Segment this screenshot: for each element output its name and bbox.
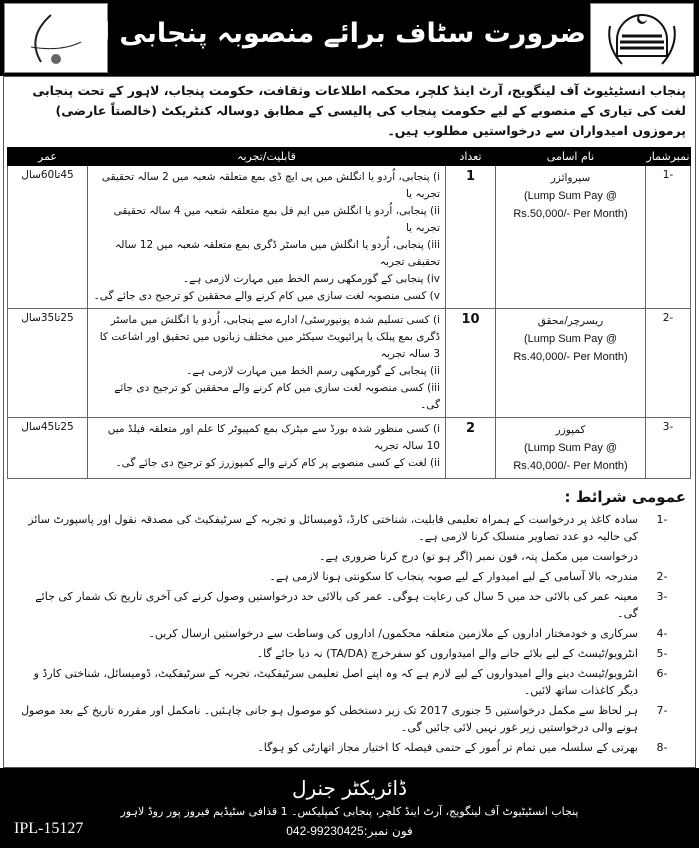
condition-item	[13, 548, 686, 565]
age-range: 25تا45سال	[8, 418, 88, 479]
government-punjab-seal	[590, 3, 694, 73]
condition-number: 6-	[656, 667, 668, 680]
post-cell	[496, 166, 646, 309]
signatory: ڈائریکٹر جنرل	[291, 776, 408, 800]
condition-item	[13, 739, 686, 756]
condition-text: مندرجہ بالا آسامی کے لیے امیدوار کے لیے صوبہ پنجاب کا سکونتی ہونا لازمی ہے۔	[269, 570, 638, 583]
post-name: سپروائزر	[550, 172, 591, 184]
condition-text: انٹرویو/ٹیسٹ دینے والے امیدواروں کے لیے لازم ہے کہ وہ اپنے اصل تعلیمی سرٹیفکیٹ، تجربہ کے سرٹیفکیٹ، ڈومیسائل، شناختی کارڈ و دیگر کاغذات ساتھ لائیں۔	[33, 667, 638, 697]
condition-number: 7-	[656, 704, 668, 717]
condition-text: معینہ عمر کی بالائی حد میں 5 سال کی رعایت ہوگی۔ عمر کی بالائی حد درخواستیں وصول کرنے کی آخری تاریخ تک شمار کی جائے گی۔	[35, 590, 638, 620]
condition-text: بھرتی کے سلسلہ میں تمام تر اُمور کے حتمی فیصلہ کا اختیار مجاز اتھارٹی کو ہوگا۔	[257, 741, 638, 754]
qualification-item: v) کسی منصوبہ لغت سازی میں کام کرنے والے محققین کو ترجیح دی جائے گی۔	[93, 290, 440, 302]
table-row	[8, 309, 691, 418]
condition-item	[13, 588, 686, 622]
address: پنجاب انسٹیٹیوٹ آف لینگویج، آرٹ اینڈ کلچر، پنجابی کمپلیکس۔ 1 قذافی سٹیڈیم فیروز پور روڈ لاہور	[120, 805, 579, 818]
header-banner	[0, 0, 699, 76]
qualification-cell	[88, 166, 446, 309]
qualification-item: iii) کسی منصوبہ لغت سازی میں کام کرنے والے محققین کو ترجیح دی جائے گی۔	[114, 382, 440, 411]
condition-text: سادہ کاغذ پر درخواست کے ہمراہ تعلیمی قابلیت، شناختی کارڈ، ڈومیسائل و تجربہ کے سرٹیفکیٹ کی مصدقہ نقول اور پاسپورٹ سائز کی حالیہ دو عدد تصاویر منسلک کرنا لازمی ہے۔	[28, 513, 638, 543]
positions-table	[7, 147, 691, 479]
post-cell	[496, 418, 646, 479]
condition-item	[13, 702, 686, 736]
col-age: عمر	[8, 148, 88, 166]
qualification-item: ii) پنجابی، اُردو یا انگلش میں ایم فل بمع متعلقہ شعبہ میں 4 سالہ تحقیقی تجربہ یا	[113, 205, 440, 234]
condition-number: 5-	[656, 647, 668, 660]
phone-label: فون نمبر:	[363, 824, 413, 838]
qualification-cell	[88, 418, 446, 479]
footer-banner	[0, 768, 699, 848]
condition-number: 8-	[656, 741, 668, 754]
condition-number: 1-	[656, 513, 668, 526]
condition-text: درخواست میں مکمل پتہ، فون نمبر (اگر ہو تو) درج کرنا ضروری ہے۔	[319, 550, 638, 563]
pay-line-1: (Lump Sum Pay @	[523, 442, 618, 454]
condition-text: انٹرویو/ٹیسٹ کے لیے بلائے جانے والے امیدواروں کو سفرخرچ (TA/DA) نہ دیا جائے گا۔	[256, 647, 638, 660]
qualification-item: iii) پنجابی، اُردو یا انگلش میں ماسٹر ڈگری بمع متعلقہ شعبہ میں 12 سالہ تحقیقی تجربہ	[115, 239, 440, 268]
condition-text: سرکاری و خودمختار اداروں کے ملازمین متعلقہ محکموں/ اداروں کی وساطت سے درخواستیں ارسال کریں۔	[148, 627, 638, 640]
condition-number: 2-	[656, 570, 668, 583]
col-post: نام اسامی	[496, 148, 646, 166]
pay-line-2: Rs.50,000/- Per Month)	[513, 208, 628, 220]
condition-item	[13, 665, 686, 699]
ad-frame	[3, 76, 696, 768]
post-name: ریسرچر/محقق	[537, 315, 604, 327]
condition-item	[13, 645, 686, 662]
condition-number: 3-	[656, 590, 668, 603]
row-number: -1	[646, 166, 691, 309]
condition-number: 4-	[656, 627, 668, 640]
table-row	[8, 166, 691, 309]
post-name: کمپوزر	[555, 424, 586, 436]
table-row	[8, 418, 691, 479]
post-count: 10	[446, 309, 496, 418]
phone-number: 042-99230425	[286, 824, 364, 838]
row-number: -2	[646, 309, 691, 418]
condition-item	[13, 568, 686, 585]
pay-line-1: (Lump Sum Pay @	[523, 190, 618, 202]
reference-number: IPL-15127	[14, 820, 84, 837]
qualification-item: i) پنجابی، اُردو یا انگلش میں پی ایچ ڈی بمع متعلقہ شعبہ میں 2 سالہ تحقیقی تجربہ یا	[101, 171, 440, 200]
pay-line-2: Rs.40,000/- Per Month)	[513, 460, 628, 472]
age-range: 45تا60سال	[8, 166, 88, 309]
condition-item	[13, 511, 686, 545]
qualification-item: ii) پنجابی کے گورمکھی رسم الخط میں مہارت لازمی ہے۔	[186, 365, 440, 377]
condition-item	[13, 625, 686, 642]
intro-text: پنجاب انسٹیٹیوٹ آف لینگویج، آرٹ اینڈ کلچر، محکمہ اطلاعات وثقافت، حکومت پنجاب، لاہور کے تحت پنجابی لغت کی تیاری کے منصوبے کے لیے حکومت پنجاب کی پالیسی کے مطابق دوسالہ کنٹریکٹ (خالصتاً عارضی) پرموزوں امیدواران سے درخواستیں مطلوب ہیں۔	[32, 83, 686, 138]
pay-line-1: (Lump Sum Pay @	[523, 333, 618, 345]
qualification-cell	[88, 309, 446, 418]
col-number: نمبرشمار	[646, 148, 691, 166]
qualification-item: iv) پنجابی کے گورمکھی رسم الخط میں مہارت لازمی ہے۔	[182, 273, 440, 285]
post-cell	[496, 309, 646, 418]
qualification-item: i) کسی تسلیم شدہ یونیورسٹی/ ادارے سے پنجابی، اُردو یا انگلش میں ماسٹر ڈگری بمع پبلک یا پرائیویٹ سیکٹر میں مختلف زبانوں میں تحقیق اور اشاعت کا 3 سالہ تجربہ	[99, 314, 440, 360]
condition-number	[638, 548, 686, 565]
phone-line	[0, 822, 699, 840]
qualification-item: i) کسی منظور شدہ بورڈ سے میٹرک بمع کمپیوٹر کا علم اور متعلقہ فیلڈ میں 10 سالہ تجربہ	[107, 423, 440, 452]
conditions-title: عمومی شرائط :	[564, 488, 686, 506]
general-conditions	[7, 479, 692, 756]
page-title: ضرورت سٹاف برائے منصوبہ پنجابی لغت	[56, 18, 586, 49]
post-count: 2	[446, 418, 496, 479]
condition-text: ہر لحاظ سے مکمل درخواستیں 5 جنوری 2017 تک زیر دستخطی کو موصول ہو جانی چاہئیں۔ نامکمل اور مقررہ تاریخ کے بعد موصول ہونے والی درخواستیں زیر غور نہیں لائی جائیں گی۔	[21, 704, 638, 734]
pay-line-2: Rs.40,000/- Per Month)	[513, 351, 628, 363]
row-number: -3	[646, 418, 691, 479]
qualification-item: ii) لغت کے کسی منصوبے پر کام کرنے والے کمپوزرز کو ترجیح دی جائے گی۔	[115, 457, 440, 469]
age-range: 25تا35سال	[8, 309, 88, 418]
col-count: تعداد	[446, 148, 496, 166]
col-qualification: قابلیت/تجربہ	[88, 148, 446, 166]
post-count: 1	[446, 166, 496, 309]
